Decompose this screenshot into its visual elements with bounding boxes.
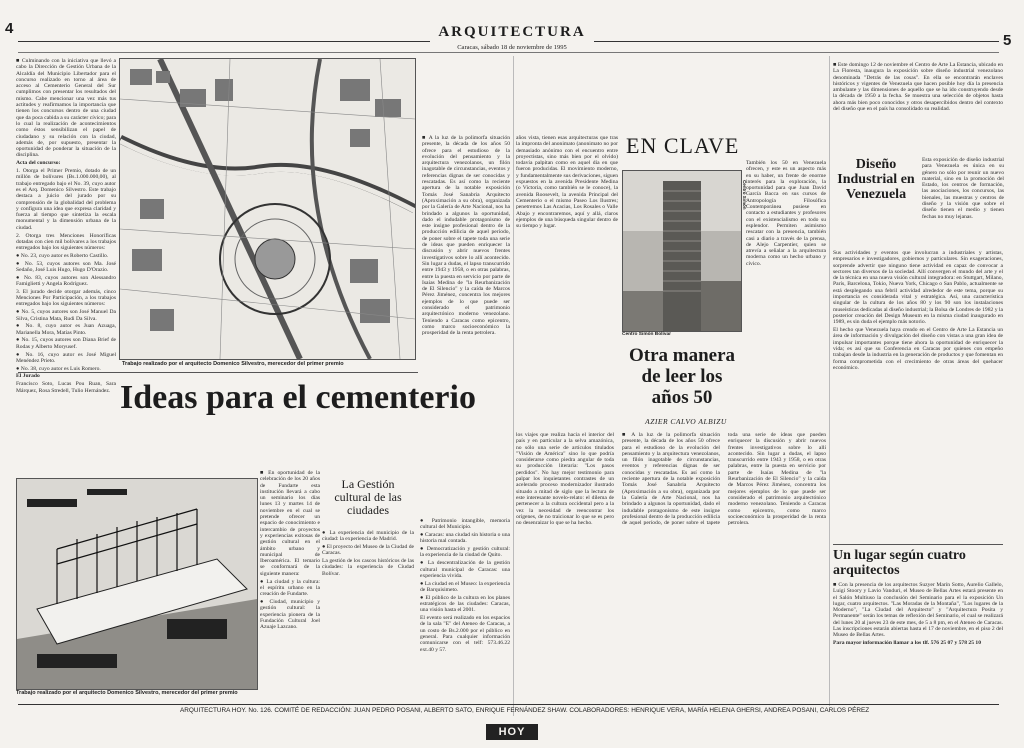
design-title: Diseño Industrial en Venezuela [837, 157, 915, 202]
seminar-topic: ● Ciudad, municipio y gestión cultural: la experiencia pionera de la Fundación Cultural Joel Azuaje Lazcano. [260, 598, 320, 631]
seminar-topic: ● Patrimonio intangible, memoria cultural del Municipio. [420, 518, 510, 531]
seminar-contact: Para mayor información llamar a los tlf. 576 25 07 y 578 25 10 [833, 640, 982, 647]
article-body: ■ A la luz de la polimorfa situación presente, la década de los años 50 ofrece para el estudioso de la evolución del pensamiento y la arquitectura venezolanos, un filón inagotable de circunstancias, eventos y referencias dignas de ser conocidas y rescatadas. Es así como la reciente apertura de la notable exposición Tomás José Sanabria Arquitecto (Aproximación a su obra), organizada por la Galería de Arte Nacional, nos ha brindado a algunos la oportunidad, dado el indudable protagonismo de este insigne profesional dentro de la producción edilicia de aquel período, de poner sobre el tapete toda una serie de ideas que pueden enriquecer la discusión y abrir nuevos frentes investigativos sobre lo allí acontecido. Sin lugar a dudas, el lapso transcurrido entre 1943 y 1958, o en otras palabras, entre la puesta en servicio por parte de Isaías Medina de "la Reurbanización de El Silencio" y la caída de Marcos Pérez Jiménez, concentra los mejores ejemplos de lo que puede ser considerado el patrimonio arquitectónico moderno venezolano. Teniendo a Caracas como epicentro, como marco socioeconómico la prosperidad de la renta petrolera. [622, 432, 826, 527]
article-column-3 [746, 160, 826, 400]
seminar-topic: ● La ciudad en el Museo: la experiencia de Barquisimeto. [420, 580, 510, 593]
article-body: los viajes que realiza hacia el interior del país y en particular a la selva amazónica, no sólo una serie de artículos titulados "Visión de América" sino lo que podría considerarse como piedra angular de toda su producción literaria: "Los pasos perdidos". No hay mejor testimonio para palpar los inquietantes contrastes de un acelerado proceso modernizador ilustrado situado a mitad de siglo que la lectura de este interesante novelo-relato: el dilema de pertenecer a la cultura occidental pero a la vez la necesidad de reencontrar los orígenes, de no traicionar lo que se es pero no desenraizar lo que se ha hecho. [516, 432, 614, 527]
dateline: Caracas, sábado 18 de noviembre de 1995 [457, 44, 567, 51]
footer-credits: ARQUITECTURA HOY. No. 126. COMITÉ DE REDACCIÓN: JUAN PEDRO POSANI, ALBERTO SATO, ENRIQUE FERNÁNDEZ SHAW. COLABORADORES: HENRIQUE VERA, MARÍA HELENA GHERSI, ANDREA POSANI, CARLOS PÉREZ [180, 707, 870, 714]
winning-proposal-photo [16, 478, 258, 690]
tower-photo [623, 171, 741, 331]
article-column-2 [516, 135, 618, 460]
cultural-management-column-3 [420, 518, 510, 708]
jurado-names: Francisco Soto, Lucas Pou Ruan, Sara Márquez, Rosa Stredell, Tulio Hernández. [16, 381, 116, 394]
entry: ● No. 38, cuyo autor es Luis Romero. [16, 365, 101, 372]
photo-side-label: Centro Simón [742, 180, 747, 210]
article-body: También los 50 en Venezuela ofrecen, y este es un aspecto más en su haber, un frente de enorme interés para la exploración, la oportunidad para que Juan David García Bacca en sus cursos de Antropología Filosófica Contemporánea pusiese en contacto a estudiantes y profesores con el existencialismo en todo su esplendor. Permiten asimismo rescatar con la presencia, también casi a diario a través de la prensa, de Alejo Carpentier, quien se atrevía a señalar a la arquitectura moderna como un hecho urbano y cívico. [746, 160, 826, 267]
place-four-architects-body [833, 582, 1003, 687]
article-body: ■ A la luz de la polimorfa situación presente, la década de los años 50 ofrece para el estudioso de la evolución del pensamiento y la arquitectura venezolanos, un filón inagotable de circunstancias, eventos y referencias dignas de ser conocidas y rescatadas. Es así como la reciente apertura de la notable exposición Tomás José Sanabria Arquitecto (Aproximación a su obra), organizada por la Galería de Arte Nacional, nos ha brindado a algunos la oportunidad, dado el indudable protagonismo de este insigne profesional dentro de la producción edilicia de aquel período, de poner sobre el tapete toda una serie de ideas que pueden enriquecer la discusión y abrir nuevos frentes investigativos sobre lo allí acontecido. Sin lugar a dudas, el lapso transcurrido entre 1943 y 1958, o en otras palabras, entre la puesta en servicio por parte de Isaías Medina de "la Reurbanización de El Silencio" y la caída de Marcos Pérez Jiménez, concentra los mejores ejemplos de lo que puede ser considerado el patrimonio arquitectónico moderno venezolano. Teniendo a Caracas como epicentro, como marco socioeconómico la prosperidad de la renta petrolera. [422, 135, 510, 337]
design-body-column [833, 250, 1003, 500]
gutter [513, 56, 514, 716]
design-side-text: Esta exposición de diseño industrial para Venezuela es única en su género no sólo por reunir un nuevo material, sino en la promoción del Estado, los centros de formación, las asociaciones, los concursos, las bienales, las muestras y centros de diseño y la visión que sobre el diseño tienen el medio y tienen fechas no muy lejanas. [922, 157, 1004, 220]
design-side-column [922, 157, 1004, 247]
header-rule-left [18, 41, 430, 42]
model-drawing [17, 479, 257, 689]
seminar-topic: ● La ciudad y la cultura: el espíritu urbano en la creación de Fundarte. [260, 578, 320, 598]
entry: ● No. 15, cuyos autores son Diana Brief de Rodas y Alberto Moryusef. [16, 337, 116, 350]
acta-title: Acta del concurso: [16, 160, 61, 167]
headline-rule [18, 372, 418, 373]
design-intro-text: ■ Este domingo 12 de noviembre el Centro de Arte La Estancia, ubicado en La Floresta, inaugura la exposición sobre diseño industrial venezolano denominada "Detrás de las cosas". En ella se encontrarán enclaves históricos y vigentes de Venezuela que hacen posible hoy día la presencia ambulante y las dimensiones de aquello que se ha ido construyendo desde la década de 1950 a la fecha. Se muestra una selección de objetos hasta ahora más bien poco conocidos y otros desapercibidos dentro del contexto del diseño que en el país ha consolidado su realidad. [833, 62, 1003, 113]
entry: ● No. 8, cuyo autor es Juan Azuaga, Marianella Mora, Matías Pinto. [16, 323, 116, 336]
acta-participation: 3. El jurado decide otorgar además, cinco Menciones Por Participación, a los trabajos entregados bajo los siguientes números: [16, 288, 116, 308]
bottom-image-caption: Trabajo realizado por el arquitecto Domenico Silvestro, merecedor del primer premio [16, 690, 238, 696]
article-wide-columns [516, 432, 826, 697]
seminar-topic: ● El proyecto del Museo de la Ciudad de Caracas. [322, 544, 414, 557]
design-body: El hecho que Venezuela haya creado en el Centro de Arte La Estancia un área de información y divulgación del diseño con vistas a una gran idea de impulsar importantes porque tiene ahora la oportunidad de enriquecer la vida; es así que su Conferencia en Caracas por quienes con empeño trabajan desde la industria en la generación de productos y que fomentan en forma comprometida con el crecimiento de otras áreas del quehacer económico. [833, 327, 1003, 371]
hoy-logo: HOY [486, 724, 538, 740]
acta-first-prize: 1. Otorga el Primer Premio, dotado de un millón de bolívares (Bs.1.000.000,00), al trabajo entregado bajo el No. 39, cuyo autor es el Arq. Domenico Silvestro. Este trabajo destaca a juicio del jurado por su comprensión de la globalidad del problema y configura una idea que expresa claridad y fuerza al tiempo que sintetiza la escala monumental y la dimensión urbana de la ciudad. [16, 168, 116, 231]
footer-rule [18, 704, 999, 705]
design-body: Sus actividades y eventos que involucran a industriales y artistas, empresarios e investigadores, gobiernos y particulares. Sin exageraciones, sorprende advertir que ninguno tiene actividad en capaz de convocar a sectores tan diversos de la sociedad. Allí convergen el mundo del arte y el de la técnica en una nueva visión cultural integradora: en Stuttgart, Milano, París, Barcelona, Tokio, Nueva York, Chicago o San Pablo, actualmente se está desplegando una febril actividad alrededor de este tema, porque su importancia es considerada vital y estratégica. Así, una característica singular de la cultura de los años 80 y los 90 son los instalaciones museísticas dedicadas al diseño industrial; la Bolsa de Londres de 1982 y la posterior creación del Design Museum en la misma ciudad inaugurado en 1989, es sin duda el ejemplo más notorio. [833, 250, 1003, 326]
page-number-left: 4 [5, 20, 14, 37]
header-rule-right [594, 41, 999, 42]
site-plan-drawing [120, 59, 415, 359]
header-rule-under [18, 52, 999, 53]
seminar-topic: La gestión de los cascos históricos de las ciudades: la experiencia de Ciudad Bolívar. [322, 558, 414, 577]
photo-caption: Centro Simón Bolívar [622, 332, 672, 337]
en-clave-banner: EN CLAVE [626, 133, 740, 158]
seminar-body: ■ Con la presencia de los arquitectos Suzyer Marín Sotto, Aurelio Gallelo, Luigi Stoory y Lavio Vanduri, el Museo de Bellas Artes estará presente en el Salón Multiuso la conclusión del Seminario para el la exposición Un lugar, cuatro arquitectos. "Las Moradas de la Montaña", "Los lugares de la Moderno", "La Ciudad del Arquitecto" y "Arquitectura Posita y Permanente" serán los temas de reflexión del Seminario, el cual se realizará del lunes 20 al jueves 23 de este mes, de 5 a 8 pm, en el Ateneo de Caracas. Las inscripciones estarán abiertas hasta el 17 de noviembre, en el piso 2 del Museo de Bellas Artes. [833, 582, 1003, 639]
cultural-management-column-2 [322, 530, 414, 705]
seminar-topic: ● El público de la cultura en los planes estratégicos de las ciudades: Caracas, una visión hasta el 2001. [420, 594, 510, 614]
seminar-topic: ● Caracas: una ciudad sin historia o una historia mal contada. [420, 532, 510, 545]
section-rule [833, 544, 1003, 545]
entry: ● No. 53, cuyos autores son Ma. José Sedaño, José Luis Hugo, Hugo D'Orazio. [16, 260, 116, 273]
seminar-topic: ● La experiencia del municipio de la ciudad: la experiencia de Madrid. [322, 530, 414, 543]
design-intro [833, 62, 1003, 154]
page-number-right: 5 [1003, 32, 1012, 49]
entry: ● No. 5, cuyos autores son José Manuel Da Silva, Cristina Mata, Rudi Da Silva. [16, 309, 116, 322]
seminar-close: El evento será realizado en los espacios de la sala "E" del Ateneo de Caracas, a un costo de Bs.2.000 por el público en general. Para cualquier información comunicarse con el telf: 573.46.22 ext.40 y 57. [420, 615, 510, 653]
seminar-topic: ● Democratización y gestión cultural: la experiencia de la ciudad de Quito. [420, 546, 510, 559]
competition-intro: ■ Culminando con la iniciativa que llevó a cabo la Dirección de Gestión Urbana de la Alcaldía del Municipio Libertador para el concurso realizado en torno al área de acceso al Cementerio General del Sur cumplimos con presentar los resultados del mismo. Cabe mencionar una vez más tus actitudes y reafirmamos la importancia que tienen los concursos dentro de una ciudad que da poca cabida a su carácter cívico; para lo cual la realización de acontecimientos como éstos sensibilizan el papel de ciudadano y su relación con la ciudad, además de, por supuesto, presentar la oportunidad de ponderar la situación de la disciplina. [16, 58, 116, 159]
site-plan-image [119, 58, 416, 360]
acta-honorable-mentions: 2. Otorga tres Menciones Honoríficas dotadas con cien mil bolívares a los trabajos entregados bajo los siguientes números: [16, 232, 116, 252]
entry: ● No. 83, cuyos autores son Alessandro Famiglietti y Angela Rodríguez. [16, 274, 116, 288]
column-rule [829, 56, 830, 706]
byline: AZIER CALVO ALBIZU [645, 417, 727, 426]
cultural-management-title: La Gestión cultural de las ciudades [334, 477, 402, 517]
article-body: años vista, tienen esas arquitecturas que tras la impronta del anonimato (anonimato no por demasiado anónimo con el encuentro entre proyectistas, sino más bien por el olvido) todavía palpitan como en aquel día en que fueron producidas. El movimiento moderno, y fundamentalmente sus derivaciones, siguen expuestos en la avenida Presidente Medina (o Victoria, como también se le conoce), la avenida Roosevelt, la avenida Principal del Cementerio o el mismo Paseo Los Ilustres; penetremos Las Acacias, Los Rosales o Valle Abajo y encontraremos, aquí y allá, claros ejemplos de una búsqueda singular dentro de su tiempo y lugar. [516, 135, 618, 230]
headline-cemetery: Ideas para el cementerio [120, 379, 476, 416]
centro-simon-bolivar-photo [622, 170, 742, 332]
headline-1950s: Otra manera de leer los años 50 [628, 345, 736, 408]
cultural-management-column-1 [260, 470, 320, 705]
top-image-caption: Trabajo realizado por el arquitecto Domenico Silvestro, merecedor del primer premio [122, 361, 344, 367]
entry: ● No. 23, cuyo autor es Roberto Castillo. [16, 252, 109, 259]
article-column-1950s [422, 135, 510, 513]
competition-column [16, 58, 116, 508]
place-four-architects-title: Un lugar según cuatro arquitectos [833, 548, 966, 578]
entry: ● No. 16, cuyo autor es José Miguel Menéndez Prieto. [16, 351, 116, 364]
masthead: ARQUITECTURA [438, 24, 586, 40]
jurado-title: El Jurado [16, 373, 40, 380]
seminar-topic: ● La descentralización de la gestión cultural municipal de Caracas: una experiencia vivida. [420, 560, 510, 579]
cultural-management-intro: ■ En oportunidad de la celebración de los 20 años de Fundarte esta institución llevará a cabo un seminario los días lunes 13 y martes 14 de noviembre en el cual se pretende ofrecer un espacio de conocimiento e intercambio de proyectos y experiencias exitosas de gestión cultural en el ámbito urbano y municipal de Iberoamérica. El temario se conformará de la siguiente manera: [260, 470, 320, 577]
